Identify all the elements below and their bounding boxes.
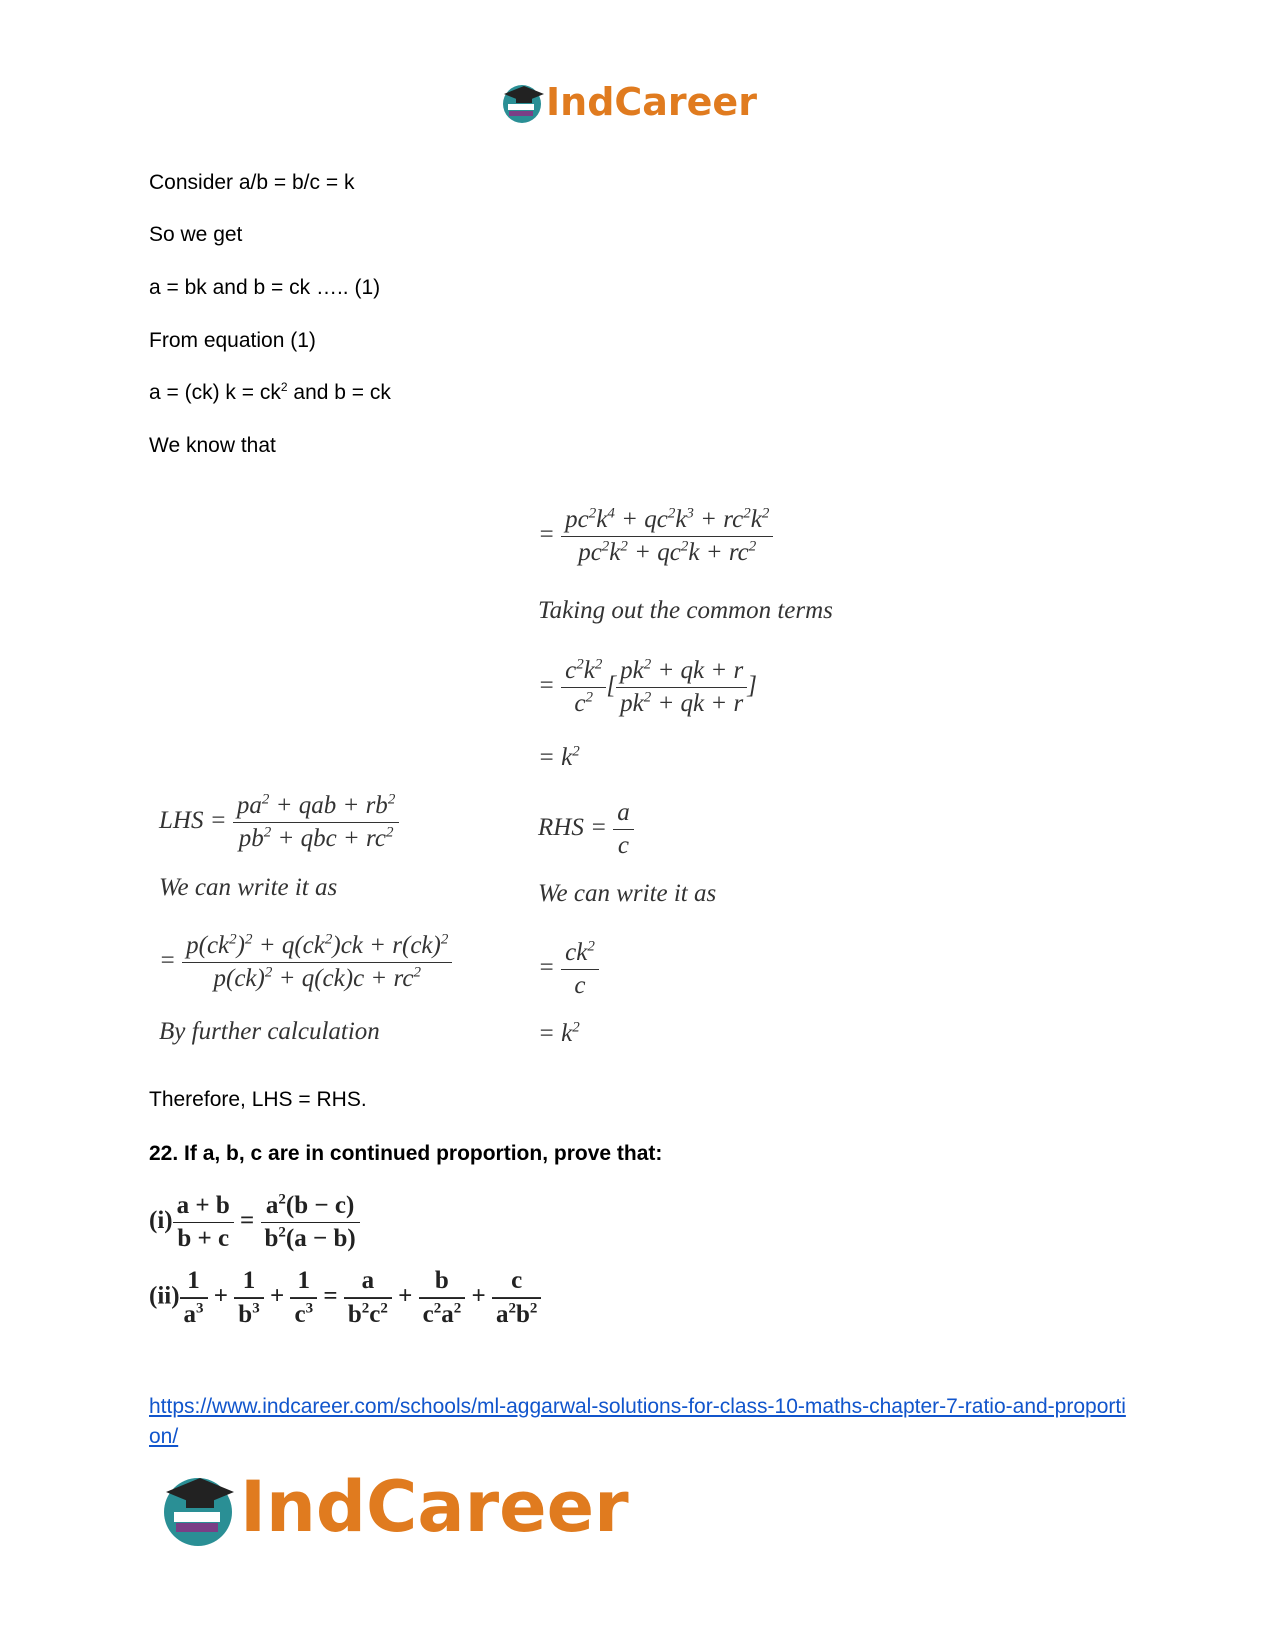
superscript: 2	[572, 743, 580, 760]
math-text: LHS =	[159, 807, 227, 835]
math-text: By further calculation	[159, 1018, 380, 1045]
math-text: We can write it as	[538, 880, 717, 907]
question-heading: 22. If a, b, c are in continued proportion, prove that:	[149, 1142, 663, 1165]
question-part-ii: (ii) $\frac{1}{a^3}$ + $\frac{1}{b^3}$ + $\frac{1}{c^3}$ = $\frac{a}{b^2c^2}$ + $\frac{b}{c^2a^2}$ + $\frac{c}{a^2b^2}$	[149, 1265, 541, 1331]
text-line: a = bk and b = ck ….. (1)	[149, 276, 381, 299]
math-text: = k	[538, 744, 573, 771]
math-expression: = $\frac{c^2k^2}{c^2}$ [ $\frac{pk^2 + qk + r}{pk^2 + qk + r}$ ]	[538, 656, 757, 717]
text-line: So we get	[149, 223, 243, 246]
text-line: From equation (1)	[149, 329, 316, 352]
rhs-expression: RHS = $\frac{a}{c}$	[538, 797, 634, 862]
math-text: = k	[538, 1020, 573, 1047]
header-logo-text: IndCareer	[546, 80, 757, 124]
footer-logo-text: IndCareer	[240, 1466, 629, 1548]
math-text: RHS =	[538, 814, 607, 842]
text-line: Consider a/b = b/c = k	[149, 171, 355, 194]
text-line-part: a = (ck) k = ck	[149, 381, 281, 404]
lhs-expression: LHS = $\frac{pa^2 + qab + rb^2}{pb^2 + qbc + rc^2}$	[159, 790, 399, 855]
math-expression: = $\frac{ck^2}{c}$	[538, 937, 599, 1002]
math-expression	[538, 1020, 580, 1048]
graduation-cap-icon	[160, 1462, 244, 1552]
text-line-part: and b = ck	[287, 381, 391, 404]
superscript: 2	[280, 380, 288, 394]
math-expression	[538, 744, 580, 772]
source-link[interactable]: https://www.indcareer.com/schools/ml-aggarwal-solutions-for-class-10-maths-chapter-7-ratio-and-proportion/	[149, 1395, 1126, 1448]
math-expression: = $\frac{p(ck^2)^2 + q(ck^2)ck + r(ck)^2}{p(ck)^2 + q(ck)c + rc^2}$	[159, 930, 452, 995]
math-text: Taking out the common terms	[538, 597, 833, 624]
superscript: 2	[572, 1019, 580, 1036]
text-line: Therefore, LHS = RHS.	[149, 1088, 367, 1111]
question-part-i: (i) $\frac{a + b}{b + c}$ = $\frac{a^2(b - c)}{b^2(a - b)}$	[149, 1190, 360, 1255]
math-expression: = $\frac{pc^2k^4 + qc^2k^3 + rc^2k^2}{pc^2k^2 + qc^2k + rc^2}$	[538, 504, 773, 569]
graduation-cap-icon	[500, 78, 550, 126]
text-line	[149, 380, 391, 406]
math-text: We can write it as	[159, 874, 338, 901]
text-line: We know that	[149, 434, 276, 457]
